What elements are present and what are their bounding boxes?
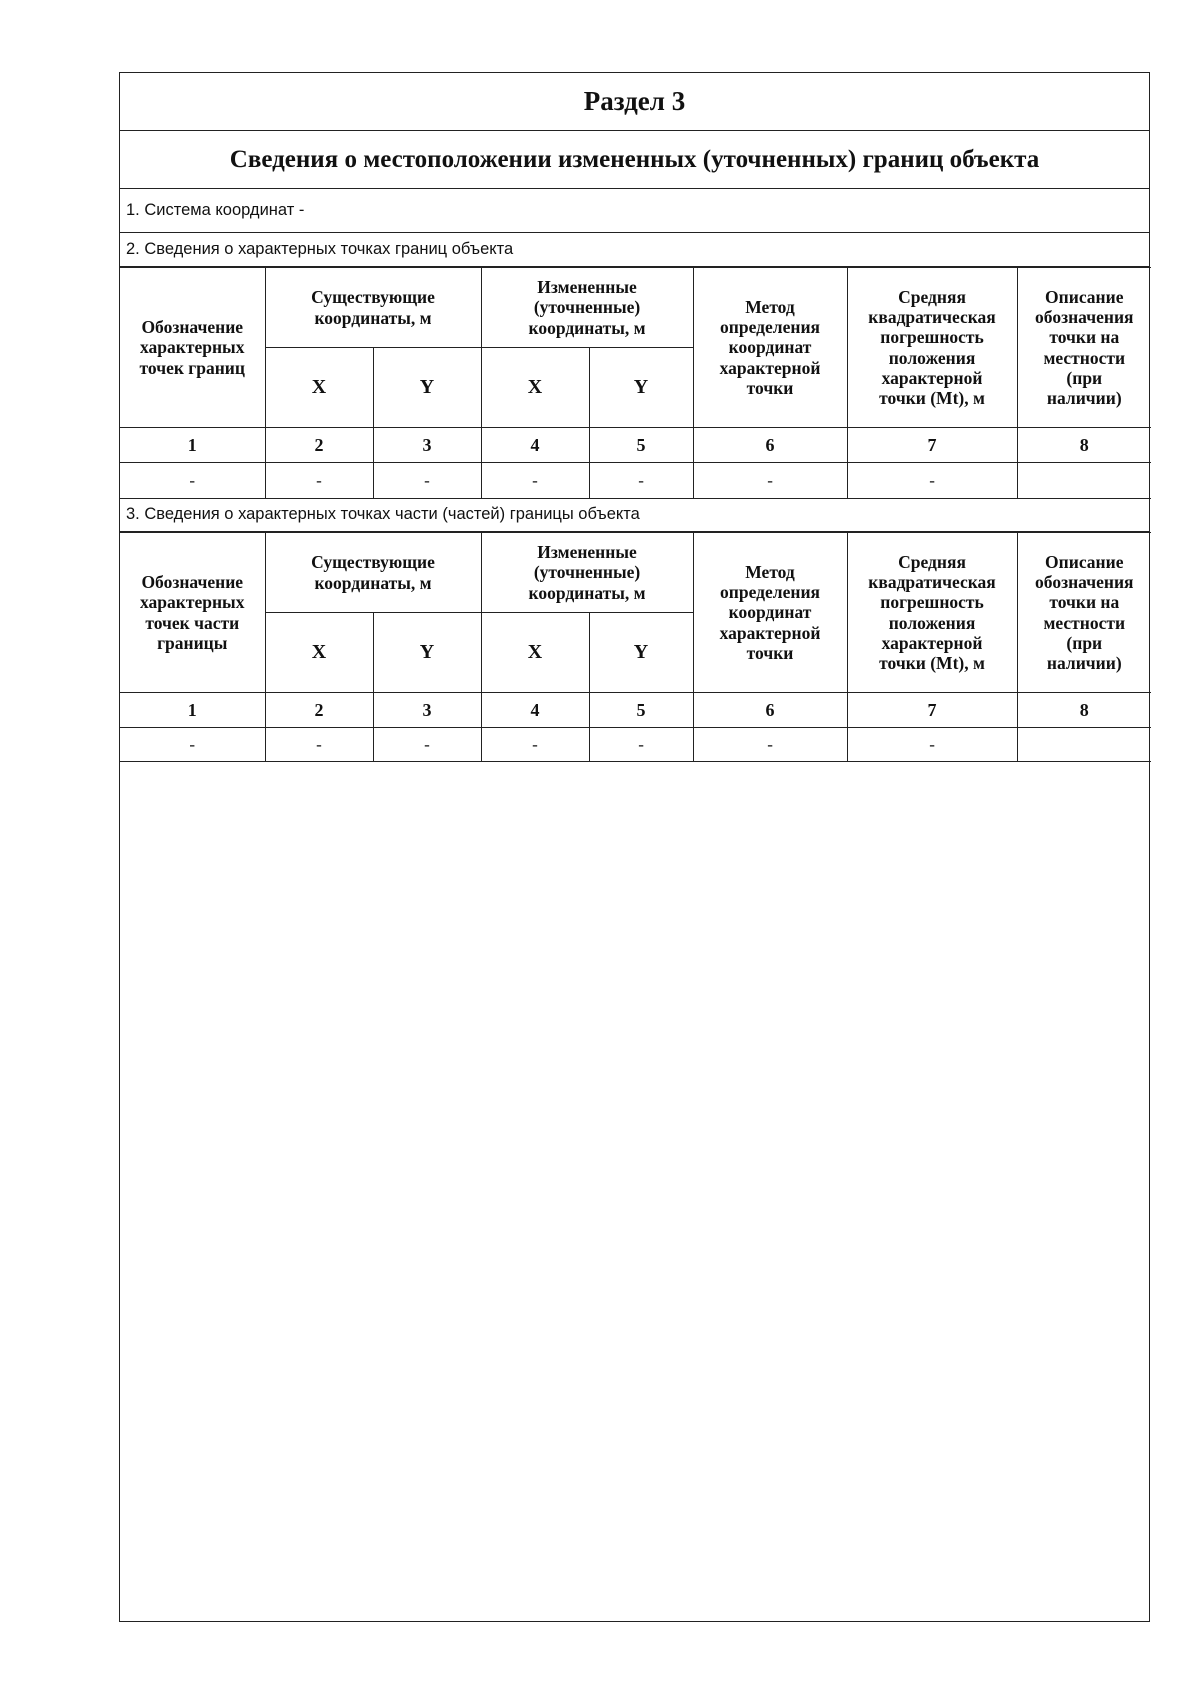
column-number: 5: [589, 693, 693, 728]
table-cell: -: [120, 728, 265, 762]
header-method: Метод определения координат характерной точки: [693, 533, 847, 693]
column-number: 1: [120, 428, 265, 463]
table-row: [120, 463, 1151, 499]
header-existing-x: X: [265, 613, 373, 693]
table-cell: -: [265, 728, 373, 762]
header-existing-coordinates: Существующие координаты, м: [265, 268, 481, 348]
part-boundary-points-table: [120, 532, 1151, 762]
column-number: 7: [847, 428, 1017, 463]
header-existing-x: X: [265, 348, 373, 428]
part-boundary-points-heading: 3. Сведения о характерных точках части (частей) границы объекта: [120, 498, 1149, 532]
table-cell: -: [373, 463, 481, 499]
table-cell: -: [481, 463, 589, 499]
header-method: Метод определения координат характерной точки: [693, 268, 847, 428]
table-cell: -: [589, 463, 693, 499]
section-title: Раздел 3: [120, 73, 1149, 131]
column-number: 2: [265, 428, 373, 463]
table-cell: [1017, 728, 1151, 762]
header-mean-error: Средняя квадратическая погрешность положения характерной точки (Mt), м: [847, 268, 1017, 428]
table-cell: [1017, 463, 1151, 499]
column-number: 8: [1017, 693, 1151, 728]
column-number: 6: [693, 693, 847, 728]
boundary-points-heading: 2. Сведения о характерных точках границ объекта: [120, 233, 1149, 267]
table-cell: -: [589, 728, 693, 762]
header-changed-y: Y: [589, 613, 693, 693]
column-numbers-row: [120, 428, 1151, 463]
column-number: 7: [847, 693, 1017, 728]
header-existing-y: Y: [373, 613, 481, 693]
column-number: 3: [373, 428, 481, 463]
boundary-points-table: [120, 267, 1151, 499]
table-cell: -: [373, 728, 481, 762]
header-changed-y: Y: [589, 348, 693, 428]
table-cell: -: [693, 728, 847, 762]
table-cell: -: [847, 463, 1017, 499]
header-designation: Обозначение характерных точек границ: [120, 268, 265, 428]
coordinate-system-line: 1. Система координат -: [120, 189, 1149, 233]
column-number: 2: [265, 693, 373, 728]
column-number: 6: [693, 428, 847, 463]
header-changed-coordinates: Измененные (уточненные) координаты, м: [481, 533, 693, 613]
table-row: [120, 728, 1151, 762]
header-changed-x: X: [481, 348, 589, 428]
table-cell: -: [693, 463, 847, 499]
table-cell: -: [847, 728, 1017, 762]
header-existing-y: Y: [373, 348, 481, 428]
column-number: 3: [373, 693, 481, 728]
column-number: 1: [120, 693, 265, 728]
column-number: 5: [589, 428, 693, 463]
header-description: Описание обозначения точки на местности (при наличии): [1017, 268, 1151, 428]
header-changed-coordinates: Измененные (уточненные) координаты, м: [481, 268, 693, 348]
column-numbers-row: [120, 693, 1151, 728]
column-number: 4: [481, 428, 589, 463]
header-existing-coordinates: Существующие координаты, м: [265, 533, 481, 613]
table-cell: -: [265, 463, 373, 499]
header-designation: Обозначение характерных точек части границы: [120, 533, 265, 693]
document-frame: [119, 72, 1150, 1622]
column-number: 8: [1017, 428, 1151, 463]
header-description: Описание обозначения точки на местности (при наличии): [1017, 533, 1151, 693]
header-changed-x: X: [481, 613, 589, 693]
header-mean-error: Средняя квадратическая погрешность положения характерной точки (Mt), м: [847, 533, 1017, 693]
table-cell: -: [120, 463, 265, 499]
document-title: Сведения о местоположении измененных (уточненных) границ объекта: [120, 131, 1149, 189]
column-number: 4: [481, 693, 589, 728]
table-cell: -: [481, 728, 589, 762]
